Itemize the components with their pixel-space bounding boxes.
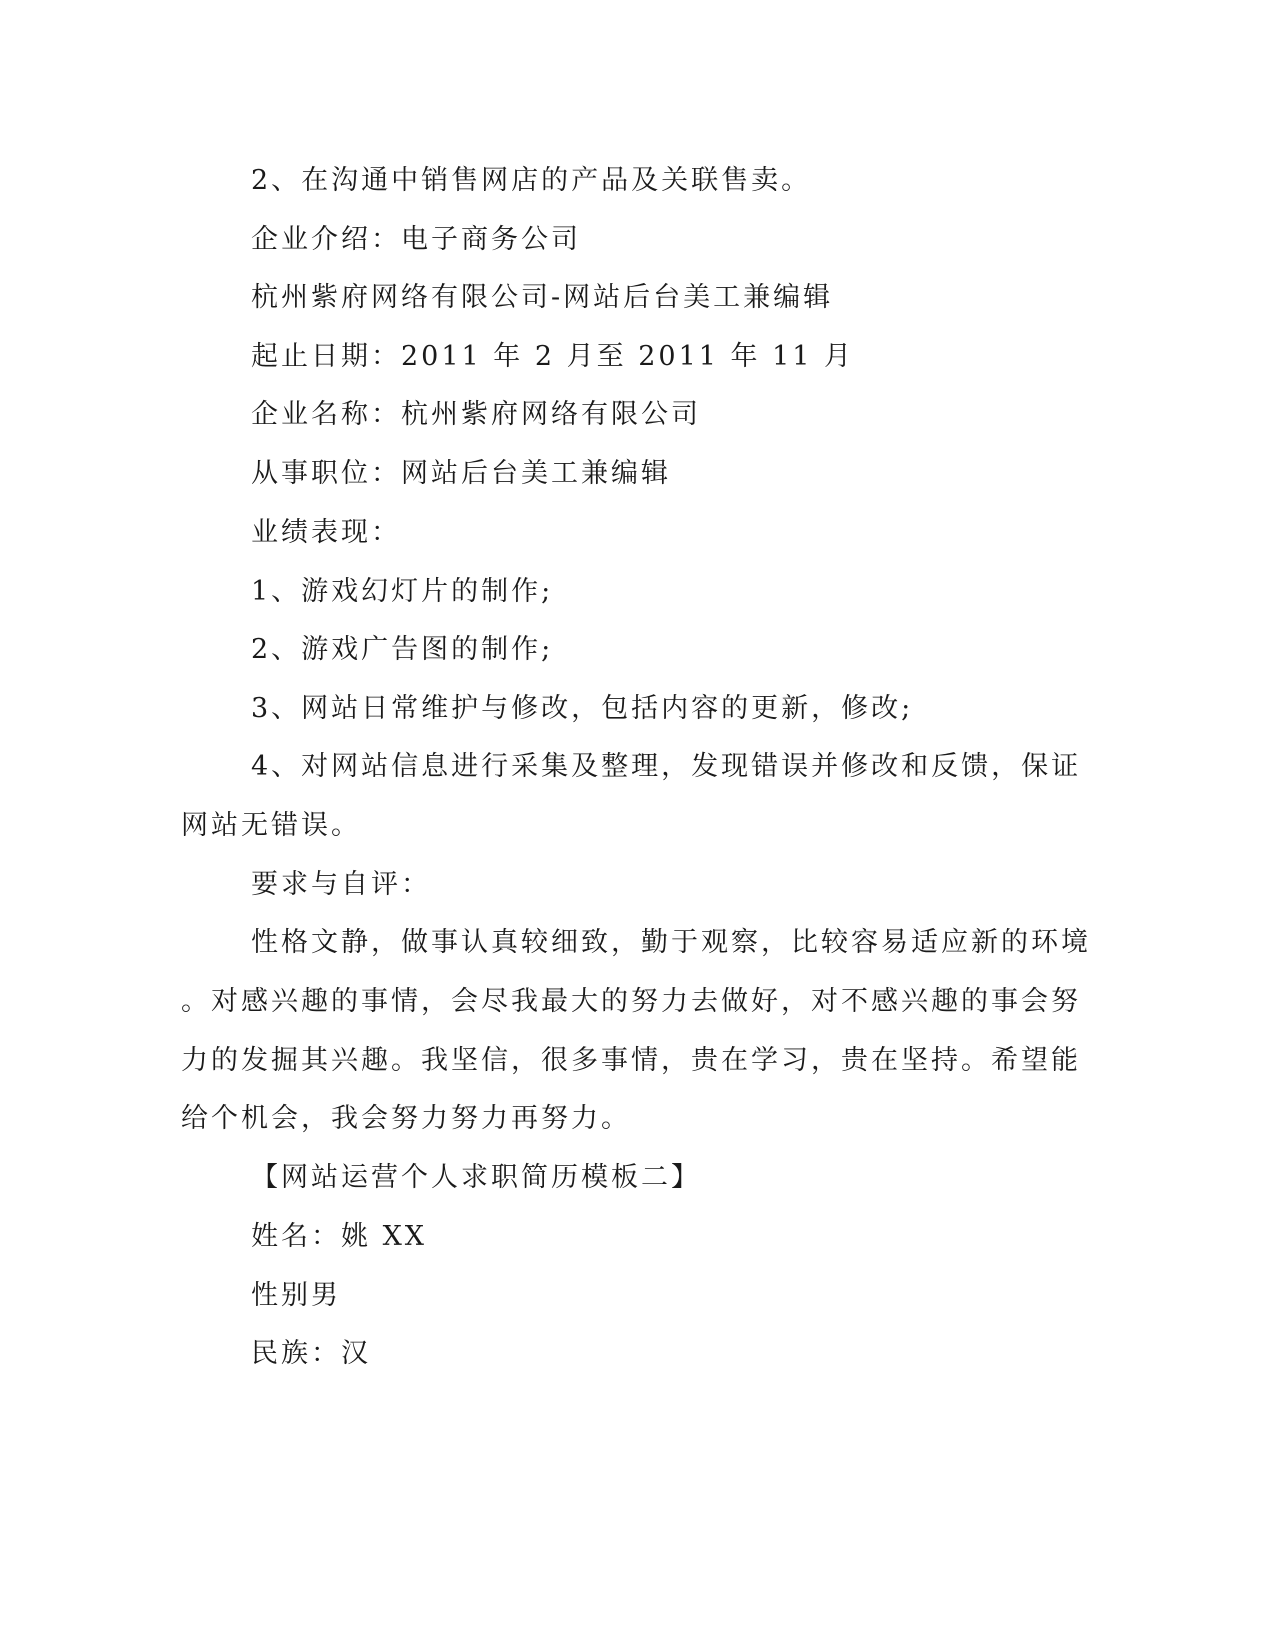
text-line: 民族：汉 <box>251 1338 371 1369</box>
text-line: 给个机会，我会努力努力再努力。 <box>181 1103 631 1134</box>
text-line: 力的发掘其兴趣。我坚信，很多事情，贵在学习，贵在坚持。希望能 <box>181 1045 1081 1076</box>
section-heading: 【网站运营个人求职简历模板二】 <box>251 1162 701 1193</box>
text-line: 4、对网站信息进行采集及整理，发现错误并修改和反馈，保证 <box>251 751 1082 782</box>
text-line: 起止日期：2011 年 2 月至 2011 年 11 月 <box>251 341 855 372</box>
text-line: 从事职位：网站后台美工兼编辑 <box>251 458 671 489</box>
text-line: 性别男 <box>251 1280 341 1311</box>
text-line: 2、游戏广告图的制作; <box>251 634 554 665</box>
text-line: 。对感兴趣的事情，会尽我最大的努力去做好，对不感兴趣的事会努 <box>181 986 1081 1017</box>
text-line: 网站无错误。 <box>181 810 361 841</box>
text-line: 姓名：姚 XX <box>251 1221 428 1252</box>
text-line: 要求与自评： <box>251 869 431 900</box>
text-line: 性格文静，做事认真较细致，勤于观察，比较容易适应新的环境 <box>251 927 1091 958</box>
text-line: 企业名称：杭州紫府网络有限公司 <box>251 399 701 430</box>
text-line: 杭州紫府网络有限公司-网站后台美工兼编辑 <box>251 282 834 313</box>
text-line: 业绩表现： <box>251 517 401 548</box>
text-line: 3、网站日常维护与修改，包括内容的更新，修改; <box>251 693 914 724</box>
text-line: 2、在沟通中销售网店的产品及关联售卖。 <box>251 165 812 196</box>
text-line: 企业介绍：电子商务公司 <box>251 224 581 255</box>
text-line: 1、游戏幻灯片的制作; <box>251 576 554 607</box>
